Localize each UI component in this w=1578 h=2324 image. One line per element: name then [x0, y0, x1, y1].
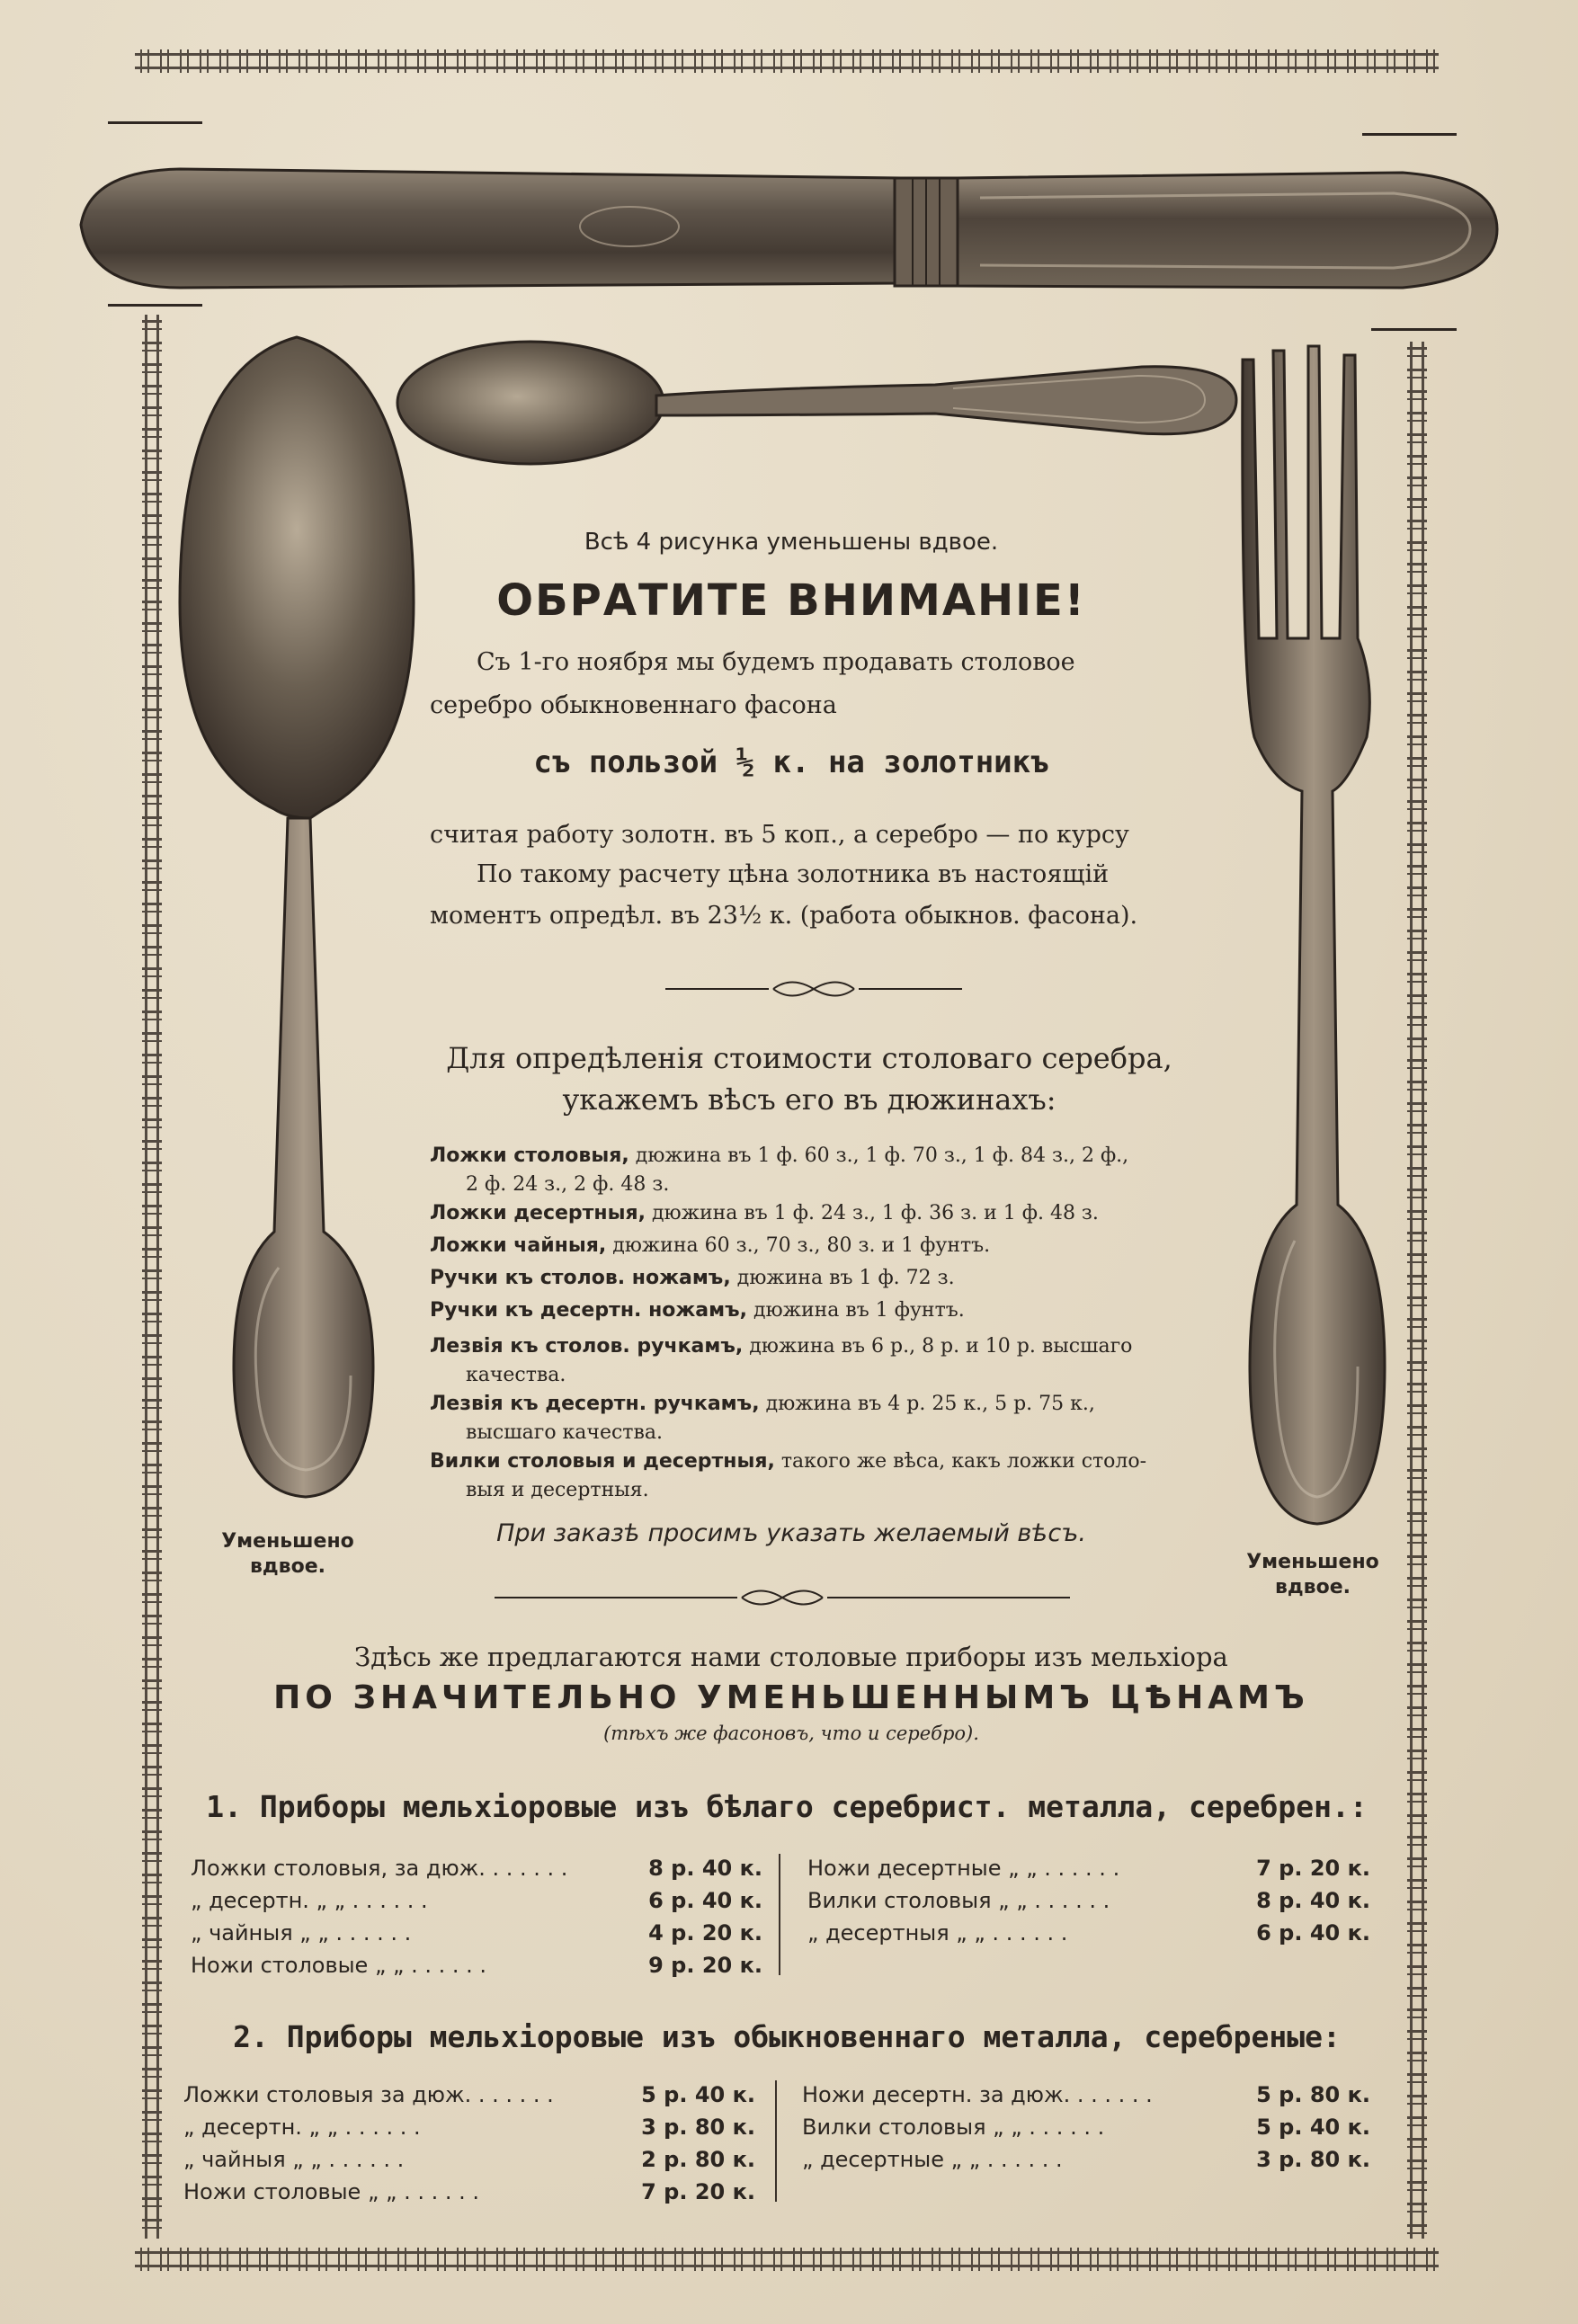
- weights-heading-2: укажемъ вѣсъ его въ дюжинахъ:: [562, 1082, 1056, 1117]
- intro-highlight: съ пользой ½ к. на золотникъ: [533, 744, 1049, 780]
- list-item: Ложки чайныя, дюжина 60 з., 70 з., 80 з. и 1 фунтъ.: [430, 1234, 991, 1257]
- fork-illustration: [1232, 342, 1403, 1537]
- weights-heading-1: Для опредѣленія стоимости столоваго серебра,: [446, 1041, 1172, 1075]
- section-2-column-divider: [775, 2080, 777, 2202]
- ornament-divider-2: [495, 1584, 1070, 1611]
- page-title: ОБРАТИТЕ ВНИМАНІЕ!: [496, 575, 1086, 626]
- table-spoon-illustration: [171, 333, 432, 1510]
- table-row: Ножи десертн. за дюж. . . . . . . 5 р. 80 к.: [802, 2082, 1370, 2107]
- intro-line-2: серебро обыкновеннаго фасона: [430, 691, 837, 719]
- table-row: Вилки столовыя „ „ . . . . . . 5 р. 40 к.: [802, 2115, 1370, 2140]
- table-row: Ножи столовые „ „ . . . . . . 9 р. 20 к.: [191, 1953, 762, 1978]
- section-1-title: 1. Приборы мельхіоровые изъ бѣлаго серебрист. металла, серебрен.:: [206, 1789, 1368, 1824]
- caption-left-2: вдвое.: [249, 1555, 325, 1578]
- list-item: Лезвія къ столов. ручкамъ, дюжина въ 6 р., 8 р. и 10 р. высшаго качества.: [430, 1335, 1133, 1386]
- left-border: [142, 315, 162, 2239]
- section-2-right-prices: [802, 2079, 1370, 2176]
- corner-rule-tr: [1362, 133, 1457, 136]
- right-border: [1407, 342, 1427, 2239]
- table-row: „ чайныя „ „ . . . . . . 2 р. 80 к.: [183, 2147, 755, 2172]
- bottom-border: [135, 2248, 1439, 2271]
- section-1-column-divider: [779, 1854, 780, 1975]
- section-1-right-prices: [807, 1852, 1370, 1949]
- note-text: Всѣ 4 рисунка уменьшены вдвое.: [584, 529, 999, 556]
- caption-left-1: Уменьшено: [221, 1530, 354, 1553]
- knife-illustration: [72, 162, 1511, 306]
- section-2-left-prices: [183, 2079, 755, 2208]
- table-row: Вилки столовыя „ „ . . . . . . 8 р. 40 к.: [807, 1888, 1370, 1913]
- list-item: Ложки десертныя, дюжина въ 1 ф. 24 з., 1 ф. 36 з. и 1 ф. 48 з.: [430, 1202, 1099, 1224]
- corner-rule-mr: [1371, 328, 1457, 331]
- caption-right-1: Уменьшено: [1246, 1551, 1379, 1573]
- list-item: Ручки къ столов. ножамъ, дюжина въ 1 ф. 72 з.: [430, 1267, 955, 1289]
- intro-line-3: считая работу золотн. въ 5 коп., а серебро — по курсу: [430, 821, 1129, 849]
- section-1-left-prices: [191, 1852, 762, 1981]
- melchior-intro: Здѣсь же предлагаются нами столовые приборы изъ мельхіора: [354, 1642, 1228, 1672]
- intro-line-5: моментъ опредѣл. въ 23½ к. (работа обыкнов. фасона).: [430, 902, 1138, 930]
- caption-right-2: вдвое.: [1274, 1576, 1351, 1598]
- table-row: „ десертн. „ „ . . . . . . 3 р. 80 к.: [183, 2115, 755, 2140]
- table-row: „ десертныя „ „ . . . . . . 6 р. 40 к.: [807, 1920, 1370, 1946]
- table-row: Ложки столовыя за дюж. . . . . . . 5 р. 40 к.: [183, 2082, 755, 2107]
- dessert-spoon-illustration: [396, 333, 1241, 467]
- ornament-divider-1: [665, 975, 962, 1002]
- order-note: При заказѣ просимъ указать желаемый вѣсъ.: [496, 1519, 1086, 1547]
- top-border: [135, 49, 1439, 73]
- melchior-headline: ПО ЗНАЧИТЕЛЬНО УМЕНЬШЕННЫМЪ ЦѢНАМЪ: [273, 1679, 1309, 1716]
- list-item: Ручки къ десертн. ножамъ, дюжина въ 1 фунтъ.: [430, 1299, 965, 1322]
- table-row: Ножи десертные „ „ . . . . . . 7 р. 20 к.: [807, 1856, 1370, 1881]
- intro-line-1: Съ 1-го ноября мы будемъ продавать столовое: [477, 648, 1075, 676]
- table-row: „ чайныя „ „ . . . . . . 4 р. 20 к.: [191, 1920, 762, 1946]
- list-item: Лезвія къ десертн. ручкамъ, дюжина въ 4 р. 25 к., 5 р. 75 к., высшаго качества.: [430, 1393, 1095, 1444]
- intro-line-4: По такому расчету цѣна золотника въ настоящій: [477, 860, 1110, 888]
- list-item: Ложки столовыя, дюжина въ 1 ф. 60 з., 1 ф. 70 з., 1 ф. 84 з., 2 ф., 2 ф. 24 з., 2 ф. 48 з.: [430, 1144, 1129, 1196]
- weights-list: [430, 1142, 1217, 1505]
- table-row: Ложки столовыя, за дюж. . . . . . . 8 р. 40 к.: [191, 1856, 762, 1881]
- section-2-title: 2. Приборы мельхіоровые изъ обыкновеннаго металла, серебреные:: [233, 2019, 1341, 2054]
- melchior-sub: (тѣхъ же фасоновъ, что и серебро).: [603, 1723, 979, 1744]
- corner-rule-tl: [108, 121, 202, 124]
- table-row: Ножи столовые „ „ . . . . . . 7 р. 20 к.: [183, 2179, 755, 2204]
- table-row: „ десертн. „ „ . . . . . . 6 р. 40 к.: [191, 1888, 762, 1913]
- table-row: „ десертные „ „ . . . . . . 3 р. 80 к.: [802, 2147, 1370, 2172]
- list-item: Вилки столовыя и десертныя, такого же вѣса, какъ ложки столо- выя и десертныя.: [430, 1450, 1147, 1501]
